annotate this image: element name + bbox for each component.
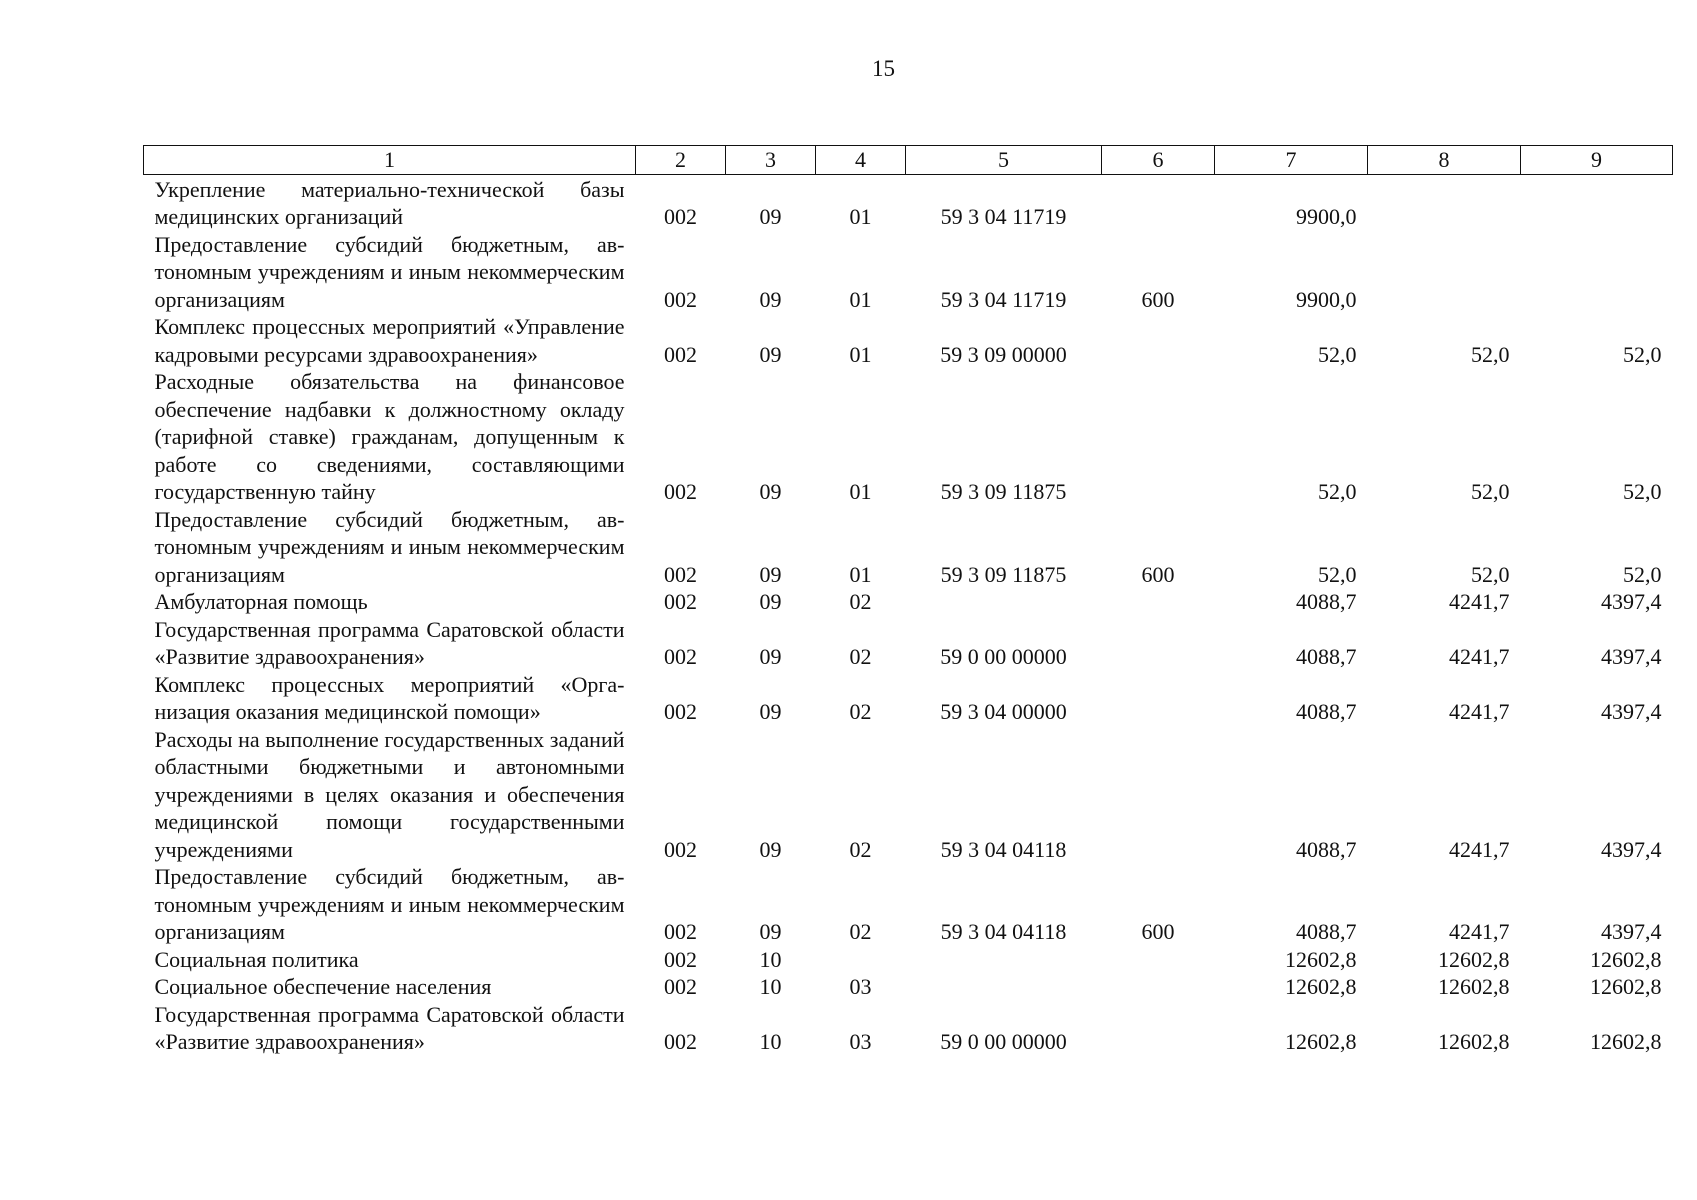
cell-c4: 02 bbox=[849, 919, 872, 944]
cell-c8: 12602,8 bbox=[1438, 974, 1510, 999]
table-header bbox=[144, 146, 1673, 175]
cell-c6: 600 bbox=[1141, 919, 1175, 944]
cell-c2: 002 bbox=[664, 974, 697, 999]
cell-c3: 09 bbox=[759, 836, 782, 862]
cell-c4: 03 bbox=[849, 1029, 872, 1054]
cell-c8: 4241,7 bbox=[1449, 836, 1510, 862]
cell-c8: 4241,7 bbox=[1449, 589, 1510, 614]
cell-c4: 01 bbox=[849, 561, 872, 587]
cell-c2: 002 bbox=[664, 919, 697, 944]
header-cell: 5 bbox=[906, 146, 1102, 175]
cell-c8: 52,0 bbox=[1471, 479, 1510, 504]
cell-c8: 52,0 bbox=[1471, 561, 1510, 587]
row-name: Государственная программа Саратовской области «Развитие здравоохранения» bbox=[154, 616, 625, 669]
table-row bbox=[144, 231, 1673, 314]
cell-c6: 600 bbox=[1141, 561, 1175, 587]
header-cell: 8 bbox=[1368, 146, 1521, 175]
cell-c2: 002 bbox=[664, 699, 697, 724]
cell-c3: 09 bbox=[759, 479, 782, 504]
cell-c4: 01 bbox=[849, 479, 872, 504]
cell-c3: 09 bbox=[759, 341, 782, 367]
cell-c9: 4397,4 bbox=[1601, 836, 1662, 862]
cell-c7: 4088,7 bbox=[1296, 699, 1357, 724]
cell-c5: 59 3 04 11719 bbox=[940, 286, 1067, 312]
cell-c2: 002 bbox=[664, 836, 697, 862]
cell-c2: 002 bbox=[664, 561, 697, 587]
cell-c7: 52,0 bbox=[1318, 341, 1357, 367]
cell-c7: 12602,8 bbox=[1285, 1029, 1357, 1054]
cell-c8: 4241,7 bbox=[1449, 699, 1510, 724]
cell-c9: 4397,4 bbox=[1601, 589, 1662, 614]
cell-c7: 52,0 bbox=[1318, 561, 1357, 587]
cell-c2: 002 bbox=[664, 286, 697, 312]
cell-c9: 4397,4 bbox=[1601, 919, 1662, 944]
cell-c4: 03 bbox=[849, 974, 872, 999]
table-row bbox=[144, 506, 1673, 589]
row-name: Укрепление материально-технической базы медицинских организаций bbox=[154, 176, 625, 229]
cell-c7: 4088,7 bbox=[1296, 919, 1357, 944]
table-row bbox=[144, 863, 1673, 946]
cell-c9: 12602,8 bbox=[1590, 946, 1662, 972]
header-row bbox=[144, 146, 1673, 175]
cell-c9: 12602,8 bbox=[1590, 974, 1662, 999]
cell-c6 bbox=[1102, 946, 1215, 974]
row-name: Социальное обеспечение населения bbox=[154, 974, 492, 999]
cell-c9: 4397,4 bbox=[1601, 644, 1662, 669]
header-cell: 6 bbox=[1102, 146, 1215, 175]
cell-c6: 600 bbox=[1141, 286, 1175, 312]
cell-c4: 01 bbox=[849, 286, 872, 312]
table-row bbox=[144, 616, 1673, 671]
row-name: Комплекс процессных мероприятий «Организация оказания медицинской помощи» bbox=[154, 671, 625, 724]
cell-c6 bbox=[1102, 174, 1215, 231]
row-name: Государственная программа Саратовской области «Развитие здравоохранения» bbox=[154, 1001, 625, 1054]
page-number: 15 bbox=[872, 56, 895, 81]
cell-c5: 59 3 09 00000 bbox=[940, 341, 1067, 367]
cell-c3: 09 bbox=[759, 919, 782, 944]
row-name: Предоставление субсидий бюджетным, автономным учреждениям и иным некоммерческим организациям bbox=[154, 231, 625, 312]
row-name: Расходные обязательства на финансовое обеспечение надбавки к должностному окладу (тарифной ставке) гражданам, допущенным к работе со сведениями, составляющими государственную тайну bbox=[154, 369, 625, 504]
cell-c8 bbox=[1368, 231, 1521, 314]
cell-c2: 002 bbox=[664, 341, 697, 367]
cell-c3: 10 bbox=[759, 946, 782, 972]
cell-c3: 09 bbox=[759, 644, 782, 669]
cell-c3: 09 bbox=[759, 286, 782, 312]
budget-table bbox=[143, 145, 1673, 1056]
header-cell: 7 bbox=[1215, 146, 1368, 175]
cell-c3: 09 bbox=[759, 561, 782, 587]
table-row bbox=[144, 973, 1673, 1001]
cell-c6 bbox=[1102, 726, 1215, 864]
cell-c3: 10 bbox=[759, 974, 782, 999]
header-cell: 2 bbox=[636, 146, 726, 175]
cell-c5: 59 3 04 04118 bbox=[940, 836, 1067, 862]
cell-c7: 12602,8 bbox=[1285, 974, 1357, 999]
row-name: Социальная политика bbox=[154, 946, 359, 972]
cell-c3: 10 bbox=[759, 1029, 782, 1054]
cell-c7: 9900,0 bbox=[1296, 204, 1357, 229]
cell-c5 bbox=[906, 946, 1102, 974]
cell-c2: 002 bbox=[664, 589, 697, 614]
cell-c4: 01 bbox=[849, 204, 872, 229]
cell-c4: 02 bbox=[849, 836, 872, 862]
cell-c6 bbox=[1102, 616, 1215, 671]
cell-c9: 52,0 bbox=[1623, 479, 1662, 504]
cell-c5: 59 3 04 00000 bbox=[940, 699, 1067, 724]
cell-c8: 52,0 bbox=[1471, 341, 1510, 367]
cell-c6 bbox=[1102, 313, 1215, 368]
cell-c2: 002 bbox=[664, 644, 697, 669]
cell-c8: 4241,7 bbox=[1449, 919, 1510, 944]
cell-c9 bbox=[1521, 174, 1673, 231]
cell-c9: 52,0 bbox=[1623, 561, 1662, 587]
cell-c3: 09 bbox=[759, 204, 782, 229]
row-name: Амбулаторная помощь bbox=[154, 589, 368, 614]
header-cell: 9 bbox=[1521, 146, 1673, 175]
header-cell: 3 bbox=[726, 146, 816, 175]
cell-c6 bbox=[1102, 973, 1215, 1001]
cell-c9: 12602,8 bbox=[1590, 1029, 1662, 1054]
cell-c5 bbox=[906, 588, 1102, 616]
row-name: Предоставление субсидий бюджетным, автономным учреждениям и иным некоммерческим организациям bbox=[154, 864, 625, 944]
cell-c2: 002 bbox=[664, 1029, 697, 1054]
cell-c3: 09 bbox=[759, 699, 782, 724]
table-row bbox=[144, 313, 1673, 368]
cell-c4: 02 bbox=[849, 589, 872, 614]
cell-c7: 52,0 bbox=[1318, 479, 1357, 504]
cell-c9: 52,0 bbox=[1623, 341, 1662, 367]
table-row bbox=[144, 946, 1673, 974]
cell-c5: 59 3 09 11875 bbox=[940, 561, 1067, 587]
cell-c2: 002 bbox=[664, 946, 697, 972]
row-name: Комплекс процессных мероприятий «Управление кадровыми ресурсами здравоохранения» bbox=[154, 314, 625, 367]
cell-c9: 4397,4 bbox=[1601, 699, 1662, 724]
cell-c4: 02 bbox=[849, 644, 872, 669]
cell-c8 bbox=[1368, 174, 1521, 231]
table-body bbox=[144, 174, 1673, 1056]
table-row bbox=[144, 588, 1673, 616]
cell-c7: 9900,0 bbox=[1296, 286, 1357, 312]
cell-c2: 002 bbox=[664, 479, 697, 504]
cell-c8: 12602,8 bbox=[1438, 1029, 1510, 1054]
table-row bbox=[144, 671, 1673, 726]
cell-c5: 59 0 00 00000 bbox=[940, 1029, 1067, 1054]
cell-c5 bbox=[906, 973, 1102, 1001]
header-cell: 4 bbox=[816, 146, 906, 175]
header-cell: 1 bbox=[144, 146, 636, 175]
cell-c5: 59 3 09 11875 bbox=[940, 479, 1067, 504]
cell-c4: 02 bbox=[849, 699, 872, 724]
cell-c6 bbox=[1102, 671, 1215, 726]
cell-c7: 4088,7 bbox=[1296, 644, 1357, 669]
cell-c2: 002 bbox=[664, 204, 697, 229]
cell-c6 bbox=[1102, 1001, 1215, 1056]
table-row bbox=[144, 1001, 1673, 1056]
cell-c9 bbox=[1521, 231, 1673, 314]
table-row bbox=[144, 174, 1673, 231]
cell-c7: 4088,7 bbox=[1296, 589, 1357, 614]
cell-c5: 59 3 04 04118 bbox=[940, 919, 1067, 944]
cell-c7: 4088,7 bbox=[1296, 836, 1357, 862]
cell-c6 bbox=[1102, 368, 1215, 506]
cell-c6 bbox=[1102, 588, 1215, 616]
table-row bbox=[144, 368, 1673, 506]
row-name: Расходы на выполнение государственных заданий областными бюджетными и автономными учреждениями в целях оказания и обеспечения медицинской помощи государственными учреждениями bbox=[154, 726, 625, 862]
cell-c5: 59 0 00 00000 bbox=[940, 644, 1067, 669]
cell-c8: 4241,7 bbox=[1449, 644, 1510, 669]
cell-c8: 12602,8 bbox=[1438, 946, 1510, 972]
cell-c4 bbox=[816, 946, 906, 974]
row-name: Предоставление субсидий бюджетным, автономным учреждениям и иным некоммерческим организациям bbox=[154, 506, 625, 587]
cell-c3: 09 bbox=[759, 589, 782, 614]
table-row bbox=[144, 726, 1673, 864]
cell-c7: 12602,8 bbox=[1285, 946, 1357, 972]
cell-c4: 01 bbox=[849, 341, 872, 367]
cell-c5: 59 3 04 11719 bbox=[940, 204, 1067, 229]
